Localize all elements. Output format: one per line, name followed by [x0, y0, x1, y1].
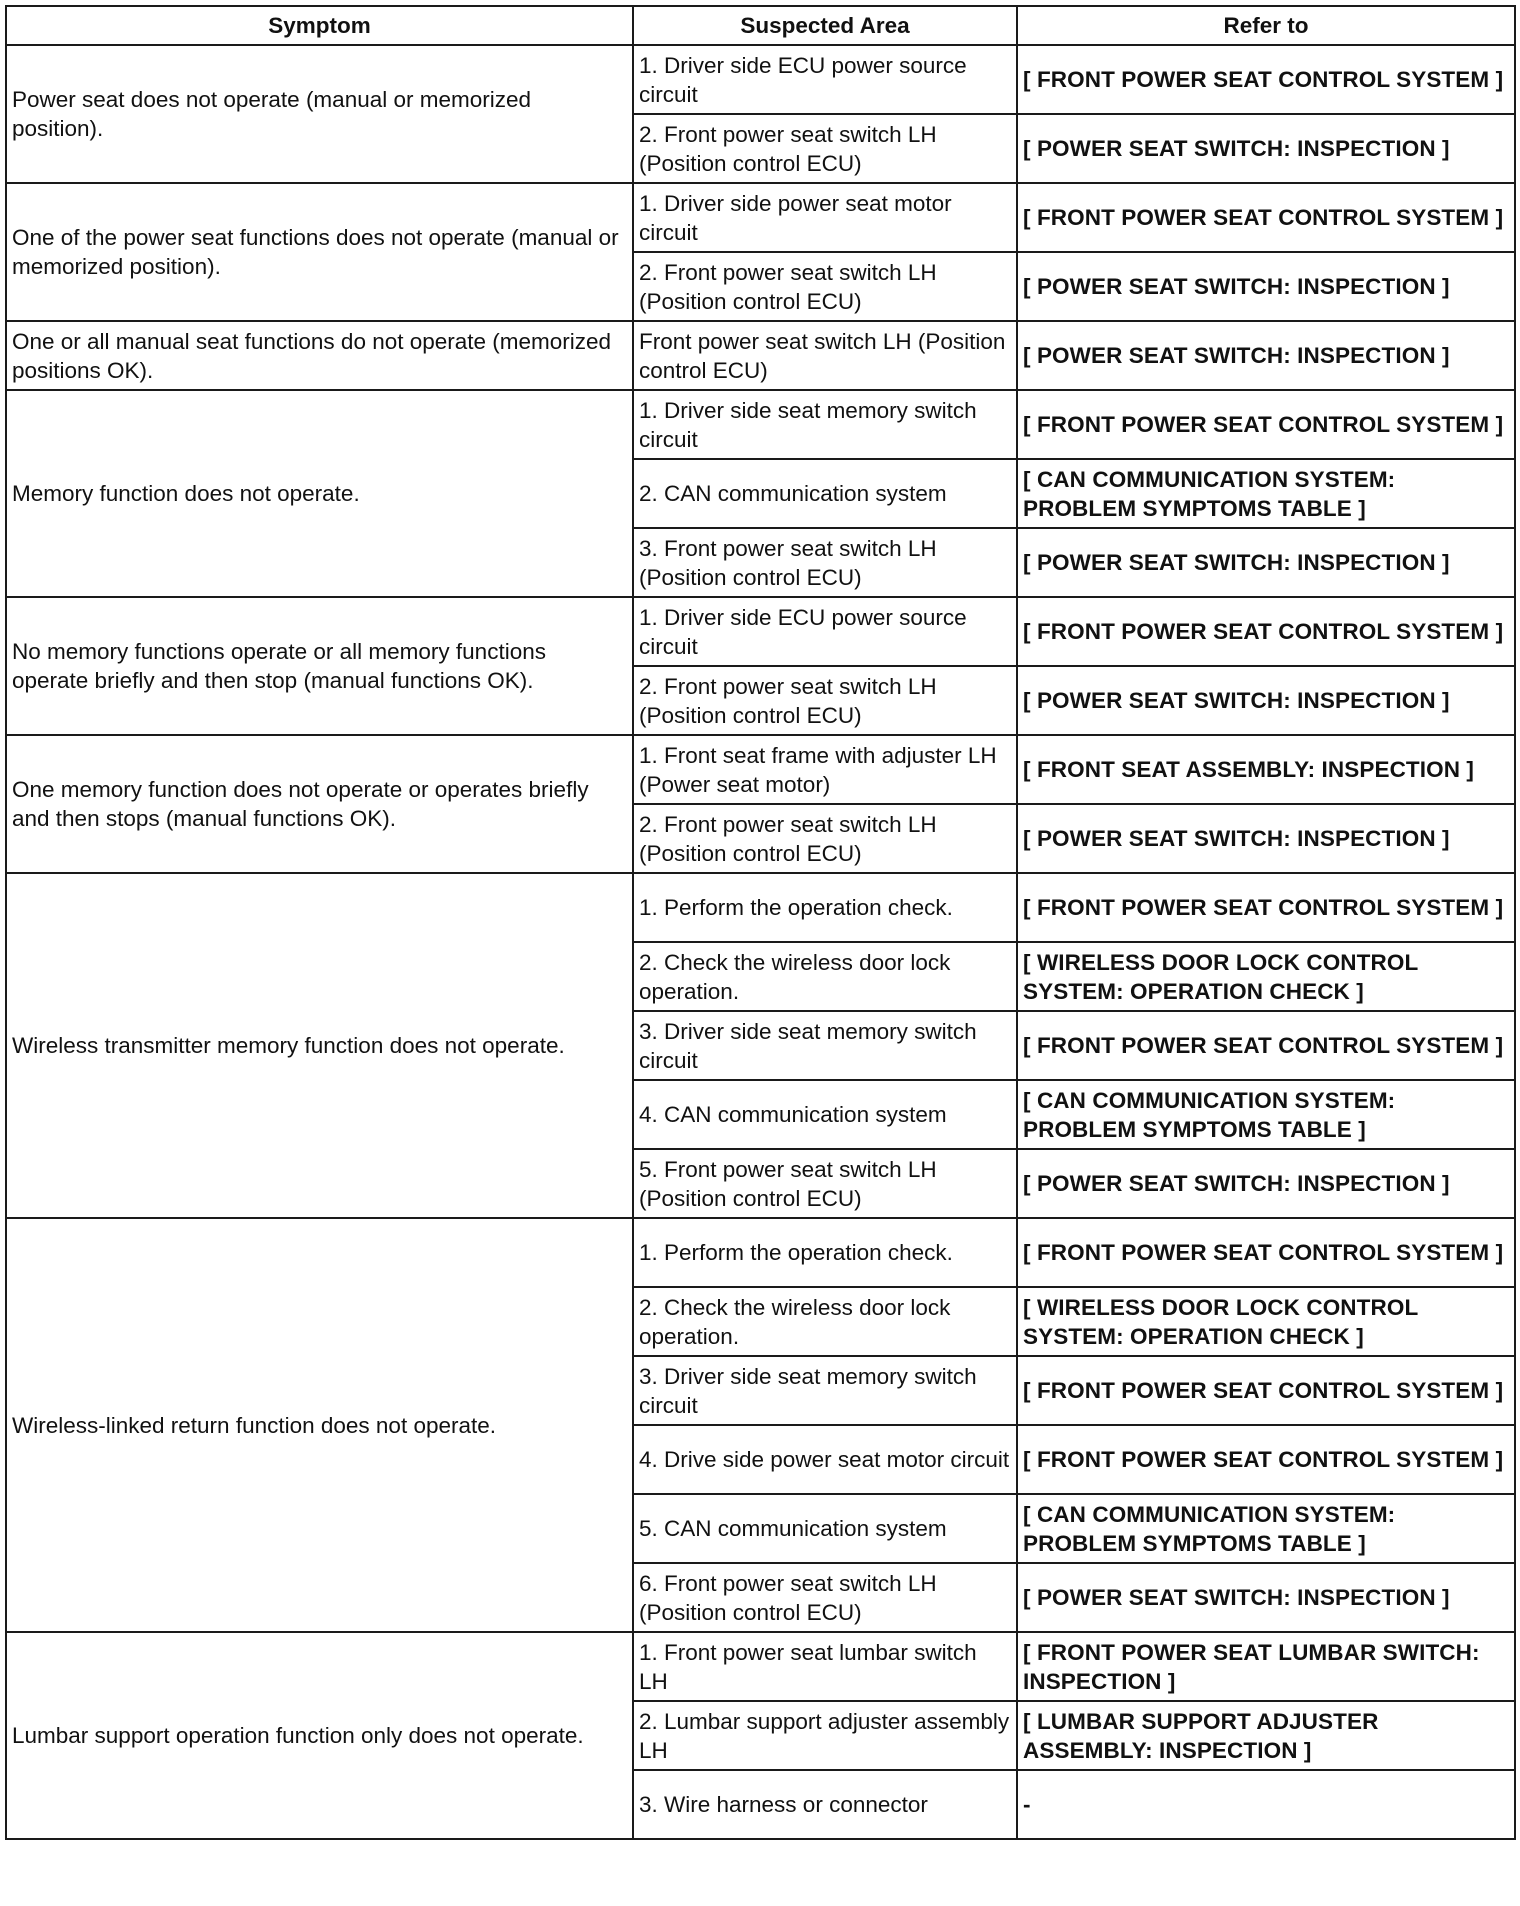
symptom-cell: Memory function does not operate.: [6, 390, 633, 597]
table-row: [6, 183, 1515, 252]
refer-to-cell: [ POWER SEAT SWITCH: INSPECTION ]: [1017, 1149, 1515, 1218]
suspected-area-cell: 4. CAN communication system: [633, 1080, 1017, 1149]
refer-to-cell: [ POWER SEAT SWITCH: INSPECTION ]: [1017, 804, 1515, 873]
suspected-area-cell: 3. Wire harness or connector: [633, 1770, 1017, 1839]
suspected-area-cell: 1. Driver side seat memory switch circuit: [633, 390, 1017, 459]
refer-to-cell: [ FRONT POWER SEAT CONTROL SYSTEM ]: [1017, 390, 1515, 459]
refer-to-cell: [ FRONT POWER SEAT CONTROL SYSTEM ]: [1017, 1356, 1515, 1425]
suspected-area-cell: 2. Check the wireless door lock operation.: [633, 942, 1017, 1011]
refer-to-cell: [ CAN COMMUNICATION SYSTEM: PROBLEM SYMPTOMS TABLE ]: [1017, 1494, 1515, 1563]
symptom-cell: Wireless-linked return function does not operate.: [6, 1218, 633, 1632]
suspected-area-cell: 1. Driver side ECU power source circuit: [633, 45, 1017, 114]
refer-to-cell: [ FRONT POWER SEAT LUMBAR SWITCH: INSPECTION ]: [1017, 1632, 1515, 1701]
refer-to-cell: [ CAN COMMUNICATION SYSTEM: PROBLEM SYMPTOMS TABLE ]: [1017, 459, 1515, 528]
header-refer-to: Refer to: [1017, 6, 1515, 45]
refer-to-cell: [ FRONT POWER SEAT CONTROL SYSTEM ]: [1017, 1011, 1515, 1080]
symptom-cell: One of the power seat functions does not operate (manual or memorized position).: [6, 183, 633, 321]
suspected-area-cell: Front power seat switch LH (Position control ECU): [633, 321, 1017, 390]
suspected-area-cell: 2. Front power seat switch LH (Position control ECU): [633, 114, 1017, 183]
suspected-area-cell: 3. Driver side seat memory switch circuit: [633, 1356, 1017, 1425]
refer-to-cell: [ FRONT POWER SEAT CONTROL SYSTEM ]: [1017, 597, 1515, 666]
problem-symptoms-document: [5, 5, 1516, 1840]
refer-to-cell: [ FRONT POWER SEAT CONTROL SYSTEM ]: [1017, 45, 1515, 114]
table-header: [6, 6, 1515, 45]
suspected-area-cell: 2. Front power seat switch LH (Position control ECU): [633, 804, 1017, 873]
refer-to-cell: [ FRONT SEAT ASSEMBLY: INSPECTION ]: [1017, 735, 1515, 804]
refer-to-cell: -: [1017, 1770, 1515, 1839]
refer-to-cell: [ FRONT POWER SEAT CONTROL SYSTEM ]: [1017, 1218, 1515, 1287]
symptom-cell: Power seat does not operate (manual or memorized position).: [6, 45, 633, 183]
suspected-area-cell: 1. Driver side ECU power source circuit: [633, 597, 1017, 666]
symptom-cell: One memory function does not operate or operates briefly and then stops (manual functions OK).: [6, 735, 633, 873]
symptom-cell: One or all manual seat functions do not operate (memorized positions OK).: [6, 321, 633, 390]
table-row: [6, 735, 1515, 804]
refer-to-cell: [ WIRELESS DOOR LOCK CONTROL SYSTEM: OPERATION CHECK ]: [1017, 1287, 1515, 1356]
table-row: [6, 597, 1515, 666]
header-row: [6, 6, 1515, 45]
symptom-cell: Lumbar support operation function only does not operate.: [6, 1632, 633, 1839]
table-row: [6, 390, 1515, 459]
refer-to-cell: [ FRONT POWER SEAT CONTROL SYSTEM ]: [1017, 873, 1515, 942]
refer-to-cell: [ POWER SEAT SWITCH: INSPECTION ]: [1017, 666, 1515, 735]
suspected-area-cell: 1. Perform the operation check.: [633, 873, 1017, 942]
suspected-area-cell: 2. Check the wireless door lock operation.: [633, 1287, 1017, 1356]
symptom-cell: Wireless transmitter memory function does not operate.: [6, 873, 633, 1218]
problem-symptoms-table: [5, 5, 1516, 1840]
refer-to-cell: [ LUMBAR SUPPORT ADJUSTER ASSEMBLY: INSPECTION ]: [1017, 1701, 1515, 1770]
header-suspected-area: Suspected Area: [633, 6, 1017, 45]
refer-to-cell: [ FRONT POWER SEAT CONTROL SYSTEM ]: [1017, 183, 1515, 252]
suspected-area-cell: 2. CAN communication system: [633, 459, 1017, 528]
suspected-area-cell: 1. Front seat frame with adjuster LH (Power seat motor): [633, 735, 1017, 804]
suspected-area-cell: 1. Front power seat lumbar switch LH: [633, 1632, 1017, 1701]
symptom-cell: No memory functions operate or all memory functions operate briefly and then stop (manual functions OK).: [6, 597, 633, 735]
suspected-area-cell: 1. Perform the operation check.: [633, 1218, 1017, 1287]
suspected-area-cell: 6. Front power seat switch LH (Position control ECU): [633, 1563, 1017, 1632]
suspected-area-cell: 4. Drive side power seat motor circuit: [633, 1425, 1017, 1494]
header-symptom: Symptom: [6, 6, 633, 45]
refer-to-cell: [ POWER SEAT SWITCH: INSPECTION ]: [1017, 321, 1515, 390]
suspected-area-cell: 2. Lumbar support adjuster assembly LH: [633, 1701, 1017, 1770]
refer-to-cell: [ WIRELESS DOOR LOCK CONTROL SYSTEM: OPERATION CHECK ]: [1017, 942, 1515, 1011]
refer-to-cell: [ POWER SEAT SWITCH: INSPECTION ]: [1017, 1563, 1515, 1632]
suspected-area-cell: 3. Driver side seat memory switch circuit: [633, 1011, 1017, 1080]
table-row: [6, 1218, 1515, 1287]
refer-to-cell: [ POWER SEAT SWITCH: INSPECTION ]: [1017, 528, 1515, 597]
refer-to-cell: [ CAN COMMUNICATION SYSTEM: PROBLEM SYMPTOMS TABLE ]: [1017, 1080, 1515, 1149]
suspected-area-cell: 2. Front power seat switch LH (Position control ECU): [633, 252, 1017, 321]
table-body: [6, 45, 1515, 1839]
table-row: [6, 45, 1515, 114]
table-row: [6, 1632, 1515, 1701]
suspected-area-cell: 1. Driver side power seat motor circuit: [633, 183, 1017, 252]
suspected-area-cell: 5. CAN communication system: [633, 1494, 1017, 1563]
refer-to-cell: [ POWER SEAT SWITCH: INSPECTION ]: [1017, 114, 1515, 183]
table-row: [6, 321, 1515, 390]
refer-to-cell: [ FRONT POWER SEAT CONTROL SYSTEM ]: [1017, 1425, 1515, 1494]
suspected-area-cell: 3. Front power seat switch LH (Position control ECU): [633, 528, 1017, 597]
table-row: [6, 873, 1515, 942]
suspected-area-cell: 5. Front power seat switch LH (Position control ECU): [633, 1149, 1017, 1218]
suspected-area-cell: 2. Front power seat switch LH (Position control ECU): [633, 666, 1017, 735]
refer-to-cell: [ POWER SEAT SWITCH: INSPECTION ]: [1017, 252, 1515, 321]
